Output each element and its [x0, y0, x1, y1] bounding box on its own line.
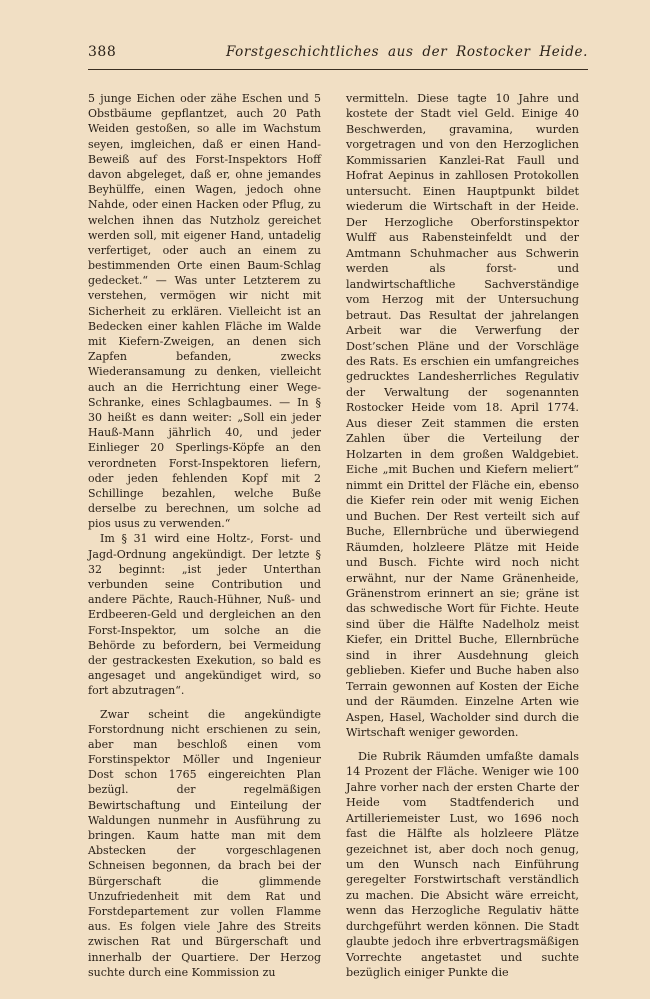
page-number: 388	[88, 44, 117, 60]
right-column	[346, 91, 579, 981]
paragraph: Im § 31 wird eine Holtz-, Forst- und Jagd-Ordnung angekündigt. Der letzte § 32 beginnt: „ist jeder Unterthan verbunden seine Contribution und andere Pächte, Rauch-Hühner, Nuß- und Erdbeeren-Geld und dergleichen an den Forst-Inspektor, um solche an die Behörde zu befordern, bei Vermeidung der gestrackesten Exekution, so bald es angesaget und angekündiget wird, so fort abzutragen“.	[88, 532, 321, 698]
paragraph: 5 junge Eichen oder zähe Eschen und 5 Obstbäume gepflantzet, auch 20 Path Weiden gestoßen, so alle im Wachstum seyen, imgleichen, daß er einen Hand-Beweiß auf des Forst-Inspektors Hoff davon abgeleget, daß er, ohne jemandes Beyhülffe, einen Wagen, jedoch ohne Nahde, oder einen Hacken oder Pflug, zu welchen ihnen das Nutzholz gereichet werden soll, mit eigener Hand, untadelig verfertiget, oder auch an einem zu bestimmenden Orte einen Baum-Schlag gedecket.“ — Was unter Letzterem zu verstehen, vermögen wir nicht mit Sicherheit zu erklären. Vielleicht ist an Bedecken einer kahlen Fläche im Walde mit Kiefern-Zweigen, an denen sich Zapfen befanden, zwecks Wiederansamung zu denken, vielleicht auch an die Herrichtung einer Wege-Schranke, eines Schlagbaumes. — In § 30 heißt es dann weiter: „Soll ein jeder Hauß-Mann jährlich 40, und jeder Einlieger 20 Sperlings-Köpfe an den verordneten Forst-Inspektoren liefern, oder jeden fehlenden Kopf mit 2 Schillinge bezahlen, welche Buße derselbe zu berechnen, um solche ad pios usus zu verwenden.“	[88, 92, 321, 531]
paragraph: vermitteln. Diese tagte 10 Jahre und kostete der Stadt viel Geld. Einige 40 Beschwerden, gravamina, wurden vorgetragen und von den Herzoglichen Kommissarien Kanzlei-Rat Faull und Hofrat Aepinus in zahllosen Protokollen untersucht. Einen Hauptpunkt bildet wiederum die Wirtschaft in der Heide. Der Herzogliche Oberforstinspektor Wulff aus Rabensteinfeldt und der Amtmann Schuhmacher aus Schwerin werden als forst- und landwirtschaftliche Sachverständige vom Herzog mit der Untersuchung betraut. Das Resultat der jahrelangen Arbeit war die Verwerfung der Dost’schen Pläne und der Vorschläge des Rats. Es erschien ein umfangreiches gedrucktes Landesherrliches Regulativ der Verwaltung der sogenannten Rostocker Heide vom 18. April 1774. Aus dieser Zeit stammen die ersten Zahlen über die Verteilung der Holzarten in dem großen Waldgebiet. Eiche „mit Buchen und Kiefern meliert“ nimmt ein Drittel der Fläche ein, ebenso die Kiefer rein oder mit wenig Eichen und Buchen. Der Rest verteilt sich auf Buche, Ellernbrüche und überwiegend Räumden, holzleere Plätze mit Heide und Busch. Fichte wird noch nicht erwähnt, nur der Name Gränenheide, Gränenstrom erinnert an sie; gräne ist das schwedische Wort für Fichte. Heute sind über die Hälfte Nadelholz meist Kiefer, ein Drittel Buche, Ellernbrüche sind in ihrer Ausdehnung gleich geblieben. Kiefer und Buche haben also Terrain gewonnen auf Kosten der Eiche und der Räumden. Einzelne Arten wie Aspen, Hasel, Wacholder sind durch die Wirtschaft weniger geworden.	[346, 92, 579, 740]
paragraph: Zwar scheint die angekündigte Forstordnung nicht erschienen zu sein, aber man beschloß einen vom Forstinspektor Möller und Ingenieur Dost schon 1765 eingereichten Plan bezügl. der regelmäßigen Bewirtschaftung und Einteilung der Waldungen nunmehr in Ausführung zu bringen. Kaum hatte man mit dem Abstecken der vorgeschlagenen Schneisen begonnen, da brach bei der Bürgerschaft die glimmende Unzufriedenheit mit dem Rat und Forstdepartement zur vollen Flamme aus. Es folgen viele Jahre des Streits zwischen Rat und Bürgerschaft und innerhalb der Quartiere. Der Herzog suchte durch eine Kommission zu	[88, 707, 321, 979]
left-column	[88, 91, 321, 980]
page-header	[88, 44, 588, 66]
paragraph: Die Rubrik Räumden umfaßte damals 14 Prozent der Fläche. Weniger wie 100 Jahre vorher nach der ersten Charte der Heide vom Stadtfenderich und Artilleriemeister Lust, wo 1696 noch fast die Hälfte als holzleere Plätze gezeichnet ist, aber doch noch genug, um den Wunsch nach Einführung geregelter Forstwirtschaft verständlich zu machen. Die Absicht wäre erreicht, wenn das Herzogliche Regulativ hätte durchgeführt werden können. Die Stadt glaubte jedoch ihre erbvertragsmäßigen Vorrechte angetastet und suchte bezüglich einiger Punkte die	[346, 749, 579, 980]
header-rule	[88, 69, 588, 70]
running-title: Forstgeschichtliches aus der Rostocker Heide.	[225, 44, 588, 60]
